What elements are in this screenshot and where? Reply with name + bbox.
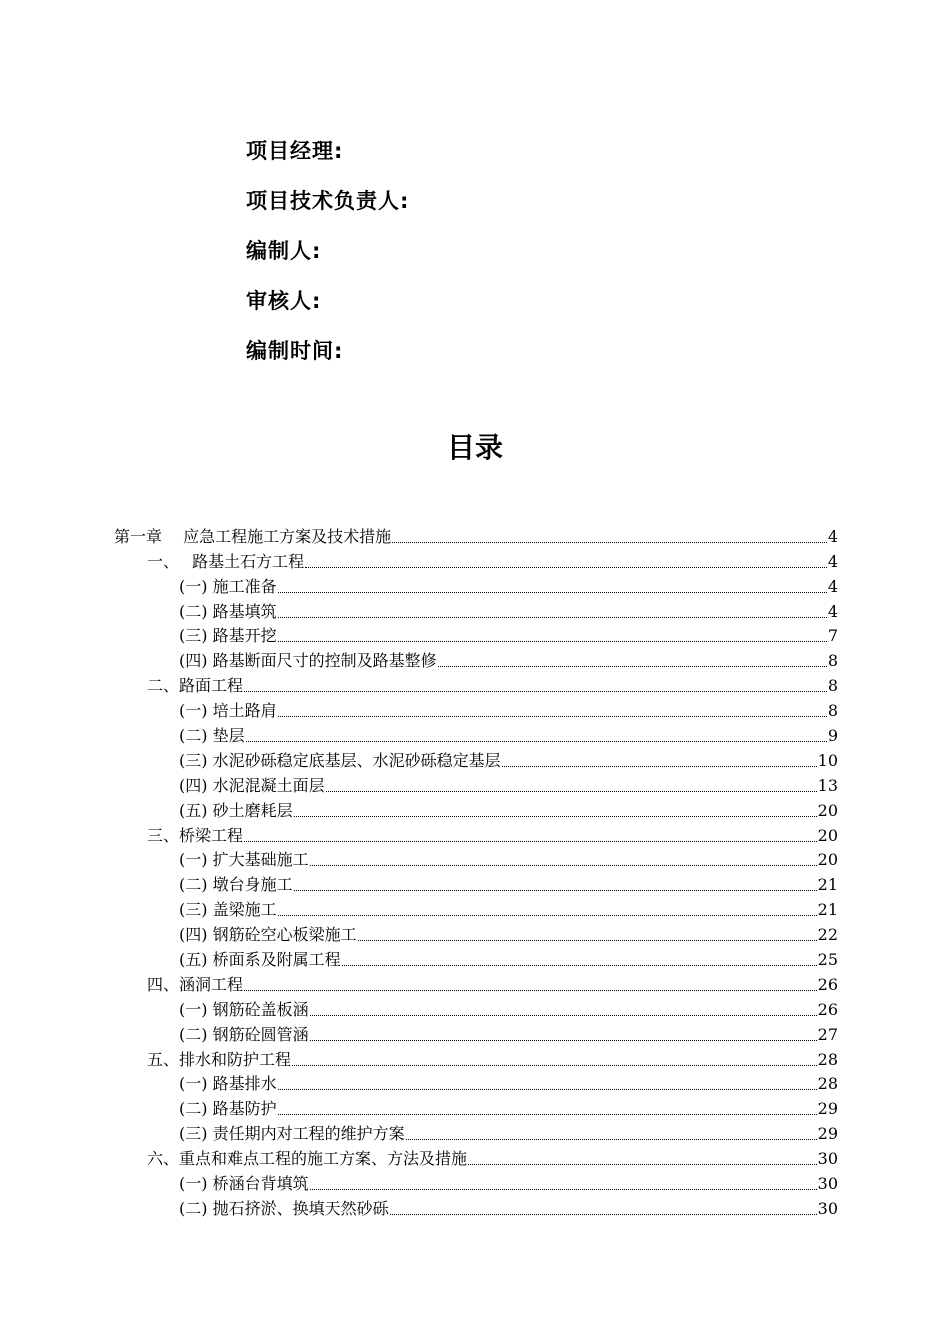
toc-entry-title: (三) 盖梁施工 (179, 900, 277, 920)
toc-entry[interactable] (114, 722, 838, 747)
toc-dot-leader (305, 567, 827, 568)
toc-entry-page-number: 28 (817, 1074, 838, 1094)
toc-entry-title: 一、 路基土石方工程 (147, 551, 305, 571)
toc-entry-title: (四) 水泥混凝土面层 (179, 775, 325, 795)
toc-entry[interactable] (114, 1021, 838, 1046)
toc-dot-leader (392, 542, 827, 543)
toc-entry[interactable] (114, 772, 838, 797)
toc-entry-page-number: 8 (827, 676, 838, 696)
toc-entry-title: (二) 钢筋砼圆管涵 (179, 1024, 309, 1044)
toc-dot-leader (310, 1189, 817, 1190)
toc-entry-page-number: 7 (827, 626, 838, 646)
toc-entry-title: (二) 垫层 (179, 726, 245, 746)
toc-entry[interactable] (114, 822, 838, 847)
toc-entry-page-number: 4 (827, 601, 838, 621)
toc-dot-leader (310, 1015, 817, 1016)
toc-entry[interactable] (114, 1095, 838, 1120)
toc-entry-page-number: 26 (817, 974, 838, 994)
toc-entry-title: (五) 砂土磨耗层 (179, 800, 293, 820)
toc-dot-leader (278, 617, 827, 618)
reviewer-label: 审核人: (246, 289, 322, 313)
toc-entry[interactable] (114, 847, 838, 872)
toc-entry[interactable] (114, 672, 838, 697)
toc-entry-page-number: 4 (827, 526, 838, 546)
toc-entry[interactable] (114, 1071, 838, 1096)
toc-entry[interactable] (114, 573, 838, 598)
toc-entry-title: 四、涵洞工程 (147, 974, 244, 994)
toc-entry-title: 五、排水和防护工程 (147, 1049, 292, 1069)
toc-entry[interactable] (114, 647, 838, 672)
toc-entry[interactable] (114, 747, 838, 772)
toc-entry[interactable] (114, 1046, 838, 1071)
toc-dot-leader (278, 1089, 817, 1090)
toc-dot-leader (294, 816, 817, 817)
toc-entry[interactable] (114, 871, 838, 896)
toc-entry-title: (一) 扩大基础施工 (179, 850, 309, 870)
toc-entry[interactable] (114, 523, 838, 548)
compiler-label: 编制人: (246, 239, 322, 263)
toc-dot-leader (342, 965, 817, 966)
toc-entry[interactable] (114, 1120, 838, 1145)
toc-entry-page-number: 20 (817, 800, 838, 820)
toc-dot-leader (278, 1114, 817, 1115)
toc-entry[interactable] (114, 996, 838, 1021)
toc-dot-leader (326, 791, 817, 792)
toc-entry[interactable] (114, 797, 838, 822)
toc-entry-page-number: 30 (817, 1149, 838, 1169)
toc-entry[interactable] (114, 921, 838, 946)
toc-entry-title: (一) 路基排水 (179, 1074, 277, 1094)
toc-entry-title: 二、路面工程 (147, 676, 244, 696)
toc-dot-leader (310, 1040, 817, 1041)
table-of-contents (114, 523, 838, 1220)
toc-entry-page-number: 26 (817, 999, 838, 1019)
toc-dot-leader (438, 666, 827, 667)
toc-entry-page-number: 4 (827, 551, 838, 571)
compile-date-label: 编制时间: (246, 339, 344, 363)
toc-entry-page-number: 21 (817, 900, 838, 920)
toc-entry-title: (一) 施工准备 (179, 576, 277, 596)
technical-lead-label: 项目技术负责人: (246, 189, 410, 213)
toc-entry[interactable] (114, 598, 838, 623)
toc-entry-page-number: 10 (817, 750, 838, 770)
toc-entry-title: (三) 责任期内对工程的维护方案 (179, 1124, 405, 1144)
project-manager-label: 项目经理: (246, 139, 344, 163)
toc-entry-title: (三) 路基开挖 (179, 626, 277, 646)
toc-entry-title: (五) 桥面系及附属工程 (179, 950, 341, 970)
toc-entry-title: (二) 路基填筑 (179, 601, 277, 621)
toc-dot-leader (244, 990, 817, 991)
toc-dot-leader (244, 841, 817, 842)
toc-entry-page-number: 20 (817, 825, 838, 845)
toc-entry-page-number: 21 (817, 875, 838, 895)
toc-entry[interactable] (114, 697, 838, 722)
toc-entry-title: (一) 桥涵台背填筑 (179, 1174, 309, 1194)
toc-entry-page-number: 30 (817, 1198, 838, 1218)
toc-dot-leader (244, 691, 827, 692)
signature-block (246, 136, 746, 386)
toc-dot-leader (278, 641, 827, 642)
toc-dot-leader (278, 716, 827, 717)
toc-entry-page-number: 8 (827, 651, 838, 671)
toc-entry-page-number: 20 (817, 850, 838, 870)
toc-entry-page-number: 30 (817, 1174, 838, 1194)
toc-entry-title: (四) 钢筋砼空心板梁施工 (179, 925, 357, 945)
toc-entry-title: (三) 水泥砂砾稳定底基层、水泥砂砾稳定基层 (179, 750, 501, 770)
toc-entry[interactable] (114, 896, 838, 921)
toc-entry[interactable] (114, 971, 838, 996)
toc-entry-title: 三、桥梁工程 (147, 825, 244, 845)
toc-dot-leader (294, 890, 817, 891)
toc-entry-title: 六、重点和难点工程的施工方案、方法及措施 (147, 1149, 468, 1169)
toc-dot-leader (292, 1065, 817, 1066)
toc-entry-title: (二) 墩台身施工 (179, 875, 293, 895)
toc-entry-page-number: 27 (817, 1024, 838, 1044)
toc-entry-page-number: 13 (817, 775, 838, 795)
toc-entry-title: 第一章 应急工程施工方案及技术措施 (114, 526, 392, 546)
toc-entry-page-number: 9 (827, 726, 838, 746)
toc-entry-page-number: 29 (817, 1099, 838, 1119)
toc-dot-leader (358, 940, 817, 941)
toc-entry-title: (四) 路基断面尺寸的控制及路基整修 (179, 651, 437, 671)
toc-entry[interactable] (114, 548, 838, 573)
toc-entry[interactable] (114, 1195, 838, 1220)
toc-dot-leader (468, 1164, 817, 1165)
toc-entry-page-number: 8 (827, 701, 838, 721)
toc-dot-leader (406, 1139, 817, 1140)
toc-dot-leader (310, 865, 817, 866)
toc-entry-title: (二) 抛石挤淤、换填天然砂砾 (179, 1198, 389, 1218)
toc-entry[interactable] (114, 1145, 838, 1170)
toc-title: 目录 (446, 431, 503, 464)
toc-dot-leader (278, 915, 817, 916)
toc-entry-page-number: 28 (817, 1049, 838, 1069)
toc-entry-page-number: 25 (817, 950, 838, 970)
toc-entry-page-number: 22 (817, 925, 838, 945)
toc-entry-page-number: 29 (817, 1124, 838, 1144)
toc-dot-leader (278, 592, 827, 593)
toc-entry-title: (一) 培土路肩 (179, 701, 277, 721)
toc-entry[interactable] (114, 1170, 838, 1195)
toc-entry-title: (二) 路基防护 (179, 1099, 277, 1119)
toc-entry-page-number: 4 (827, 576, 838, 596)
toc-dot-leader (502, 766, 817, 767)
toc-entry[interactable] (114, 946, 838, 971)
toc-entry[interactable] (114, 623, 838, 648)
toc-dot-leader (246, 741, 827, 742)
toc-dot-leader (390, 1214, 817, 1215)
toc-entry-title: (一) 钢筋砼盖板涵 (179, 999, 309, 1019)
